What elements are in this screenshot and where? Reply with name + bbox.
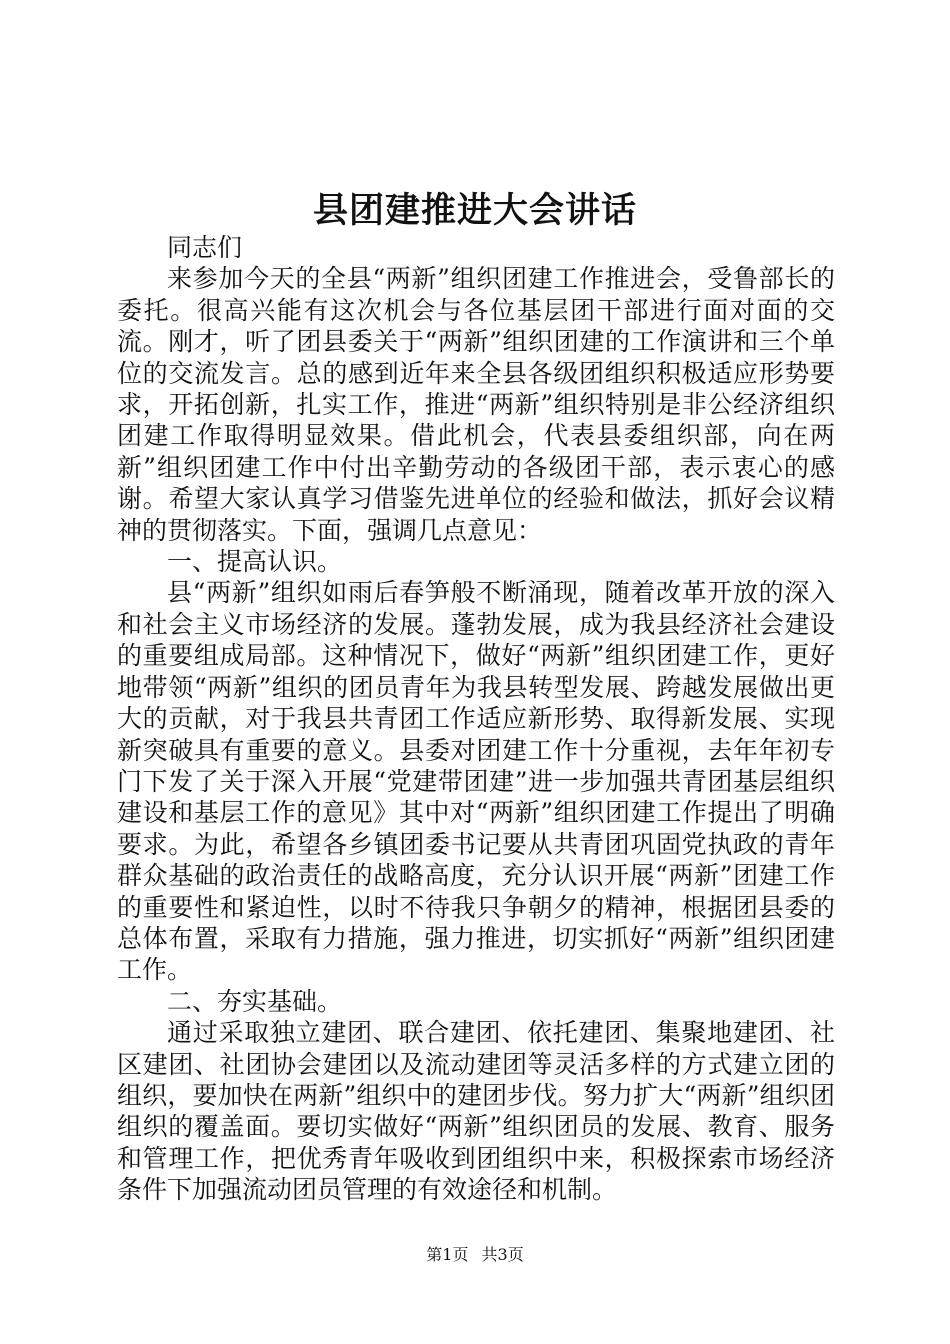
page-footer xyxy=(0,1244,950,1266)
section-heading-2: 二、夯实基础。 xyxy=(167,986,343,1016)
section-2-paragraph: 通过采取独立建团、联合建团、依托建团、集聚地建团、社区建团、社团协会建团以及流动建团等灵活多样的方式建立团的组织，要加快在两新”组织中的建团步伐。努力扩大“两新”组织团组织的覆盖面。要切实做好“两新”组织团员的发展、教育、服务和管理工作，把优秀青年吸收到团组织中来，积极探索市场经济条件下加强流动团员管理的有效途径和机制。 xyxy=(117,1018,835,1205)
page-number: 第1页 xyxy=(426,1245,469,1264)
salutation-paragraph: 同志们 xyxy=(167,233,243,262)
page-total: 共3页 xyxy=(481,1245,524,1264)
section-1-paragraph: 县“两新”组织如雨后春笋般不断涌现，随着改革开放的深入和社会主义市场经济的发展。蓬勃发展，成为我县经济社会建设的重要组成局部。这种情况下，做好“两新”组织团建工作，更好地带领“两新”组织的团员青年为我县转型发展、跨越发展做出更大的贡献，对于我县共青团工作适应新形势、取得新发展、实现新突破具有重要的意义。县委对团建工作十分重视，去年年初专门下发了关于深入开展“党建带团建”进一步加强共青团基层组织建设和基层工作的意见》其中对“两新”组织团建工作提出了明确要求。为此，希望各乡镇团委书记要从共青团巩固党执政的青年群众基础的政治责任的战略高度，充分认识开展“两新”团建工作的重要性和紧迫性，以时不待我只争朝夕的精神，根据团县委的总体布置，采取有力措施，强力推进，切实抓好“两新”组织团建工作。 xyxy=(117,578,835,985)
opening-paragraph: 来参加今天的全县“两新”组织团建工作推进会，受鲁部长的委托。很高兴能有这次机会与各位基层团干部进行面对面的交流。刚才，听了团县委关于“两新”组织团建的工作演讲和三个单位的交流发言。总的感到近年来全县各级团组织积极适应形势要求，开拓创新，扎实工作，推进“两新”组织特别是非公经济组织团建工作取得明显效果。借此机会，代表县委组织部，向在两新”组织团建工作中付出辛勤劳动的各级团干部，表示衷心的感谢。希望大家认真学习借鉴先进单位的经验和做法，抓好会议精神的贯彻落实。下面，强调几点意见： xyxy=(117,264,835,545)
document-title: 县团建推进大会讲话 xyxy=(312,190,637,231)
document-body xyxy=(117,232,835,1206)
section-heading-1: 一、提高认识。 xyxy=(167,547,343,577)
